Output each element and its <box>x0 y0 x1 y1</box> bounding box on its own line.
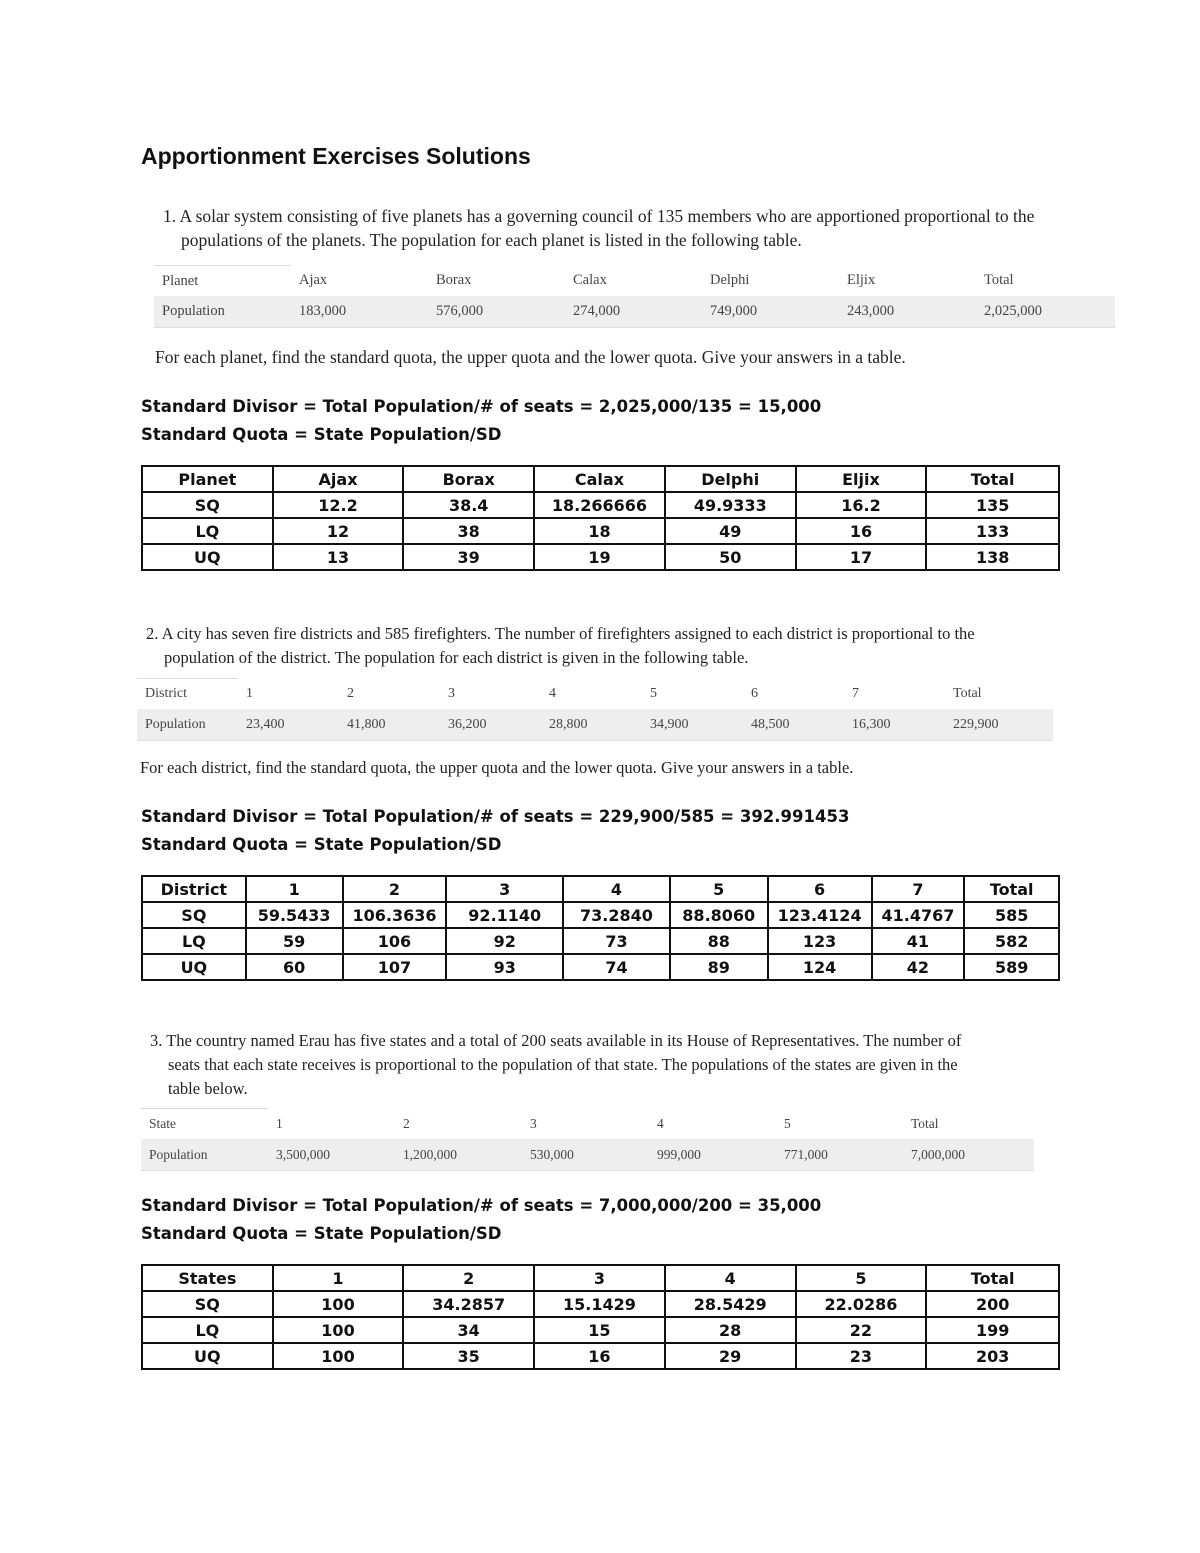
table-row <box>142 954 1059 980</box>
table-cell: 199 <box>926 1317 1059 1343</box>
q2-line2: population of the district. The population for each district is given in the following table. <box>164 648 749 667</box>
table-header-cell: Planet <box>154 266 291 297</box>
table-cell: 28 <box>665 1317 796 1343</box>
table-cell: 106.3636 <box>343 902 447 928</box>
table-header-cell: Borax <box>403 466 534 492</box>
table-header-cell: Total <box>964 876 1059 902</box>
q1-line2: populations of the planets. The population for each planet is listed in the following table. <box>181 230 802 250</box>
q3-standard-quota: Standard Quota = State Population/SD <box>141 1224 502 1243</box>
table-header-cell: 7 <box>872 876 965 902</box>
q3-line1: The country named Erau has five states and a total of 200 seats available in its House of Representatives. The number of <box>166 1031 962 1050</box>
table-header-cell: 1 <box>273 1265 404 1291</box>
table-header-cell: 1 <box>246 876 343 902</box>
table-cell: UQ <box>142 544 273 570</box>
table-cell: 16 <box>796 518 927 544</box>
table-cell: 92 <box>446 928 563 954</box>
q2-formulas <box>141 803 849 859</box>
table-header-cell: 3 <box>448 685 455 701</box>
table-header-cell: Delphi <box>710 272 750 289</box>
table-cell: 183,000 <box>291 296 428 328</box>
table-cell: 28.5429 <box>665 1291 796 1317</box>
table-cell: 7,000,000 <box>903 1139 1034 1171</box>
table-cell: 138 <box>926 544 1059 570</box>
table-cell: 229,900 <box>945 709 1053 741</box>
table-cell: 42 <box>872 954 965 980</box>
table-cell: 15.1429 <box>534 1291 665 1317</box>
table-cell: 999,000 <box>649 1139 776 1171</box>
table-header-cell: Ajax <box>273 466 404 492</box>
table-cell: 50 <box>665 544 796 570</box>
q1-standard-quota: Standard Quota = State Population/SD <box>141 425 502 444</box>
table-cell: 38.4 <box>403 492 534 518</box>
table-cell: 49.9333 <box>665 492 796 518</box>
table-header-cell: Planet <box>142 466 273 492</box>
table-cell: 17 <box>796 544 927 570</box>
table-header-cell: Total <box>926 466 1059 492</box>
table-header-cell: 1 <box>246 685 253 701</box>
table-cell: 18.266666 <box>534 492 665 518</box>
table-cell: 88 <box>670 928 768 954</box>
q1-line1: A solar system consisting of five planets has a governing council of 135 members who are apportioned proportional to the <box>179 206 1035 226</box>
table-cell: 35 <box>403 1343 534 1369</box>
table-cell: 749,000 <box>702 296 839 328</box>
table-cell: 16,300 <box>844 709 945 741</box>
table-header-cell: Eljix <box>796 466 927 492</box>
table-row <box>142 1343 1059 1369</box>
table-row <box>142 492 1059 518</box>
q1-number: 1. <box>163 206 177 226</box>
q2-line1: A city has seven fire districts and 585 firefighters. The number of firefighters assigned to each district is proportional to the <box>161 624 975 643</box>
q2-standard-quota: Standard Quota = State Population/SD <box>141 835 502 854</box>
table-row <box>142 1317 1059 1343</box>
table-row <box>142 1291 1059 1317</box>
table-row <box>142 902 1059 928</box>
table-header-row <box>137 679 1053 710</box>
table-header-cell: 6 <box>768 876 872 902</box>
table-header-cell: District <box>142 876 246 902</box>
table-cell: SQ <box>142 1291 273 1317</box>
table-header-cell: 5 <box>670 876 768 902</box>
table-cell: 200 <box>926 1291 1059 1317</box>
table-cell: 589 <box>964 954 1059 980</box>
table-cell: 3,500,000 <box>268 1139 395 1171</box>
table-cell: 274,000 <box>565 296 702 328</box>
table-cell: 18 <box>534 518 665 544</box>
table-cell: 41 <box>872 928 965 954</box>
table-header-cell: Eljix <box>847 272 876 289</box>
table-cell: 243,000 <box>839 296 976 328</box>
table-cell: 203 <box>926 1343 1059 1369</box>
table-row <box>142 544 1059 570</box>
table-header-row <box>142 1265 1059 1291</box>
table-row <box>141 1139 1034 1171</box>
table-cell: LQ <box>142 1317 273 1343</box>
table-header-cell: States <box>142 1265 273 1291</box>
table-cell: 23,400 <box>238 709 339 741</box>
table-cell: 73.2840 <box>563 902 670 928</box>
table-header-cell: 7 <box>852 685 859 701</box>
table-cell: 576,000 <box>428 296 565 328</box>
table-cell: 34 <box>403 1317 534 1343</box>
table-cell: 92.1140 <box>446 902 563 928</box>
table-cell: 49 <box>665 518 796 544</box>
table-cell: 107 <box>343 954 447 980</box>
table-cell: Population <box>141 1139 268 1171</box>
table-cell: 1,200,000 <box>395 1139 522 1171</box>
table-cell: 73 <box>563 928 670 954</box>
q2-population-table <box>137 678 1053 741</box>
table-cell: 12.2 <box>273 492 404 518</box>
table-cell: 22 <box>796 1317 927 1343</box>
page-title: Apportionment Exercises Solutions <box>141 143 531 169</box>
table-header-cell: 3 <box>446 876 563 902</box>
table-cell: 59.5433 <box>246 902 343 928</box>
table-cell: LQ <box>142 928 246 954</box>
table-cell: 41.4767 <box>872 902 965 928</box>
table-cell: 41,800 <box>339 709 440 741</box>
table-cell: LQ <box>142 518 273 544</box>
table-cell: 12 <box>273 518 404 544</box>
table-cell: UQ <box>142 954 246 980</box>
table-cell: Population <box>154 296 291 328</box>
q3-line2: seats that each state receives is proportional to the population of that state. The populations of the states are given in the <box>168 1055 958 1074</box>
table-header-cell: 5 <box>784 1115 791 1131</box>
q3-text <box>150 1029 1040 1101</box>
table-cell: 100 <box>273 1291 404 1317</box>
table-cell: 100 <box>273 1317 404 1343</box>
table-cell: 59 <box>246 928 343 954</box>
q3-solution-table <box>141 1264 1060 1370</box>
table-header-cell: 5 <box>650 685 657 701</box>
table-header-row <box>142 466 1059 492</box>
table-header-cell: 4 <box>549 685 556 701</box>
table-header-row <box>154 266 1115 297</box>
table-header-cell: 1 <box>276 1115 283 1131</box>
table-header-cell: Calax <box>573 272 607 289</box>
q2-standard-divisor: Standard Divisor = Total Population/# of seats = 229,900/585 = 392.991453 <box>141 807 850 826</box>
table-cell: 133 <box>926 518 1059 544</box>
table-cell: 582 <box>964 928 1059 954</box>
q3-population-table <box>141 1108 1034 1171</box>
q2-number: 2. <box>146 624 159 643</box>
table-header-cell: 4 <box>665 1265 796 1291</box>
table-cell: 38 <box>403 518 534 544</box>
q1-solution-table <box>141 465 1060 571</box>
table-cell: 123 <box>768 928 872 954</box>
table-header-cell: State <box>141 1109 268 1140</box>
table-cell: 585 <box>964 902 1059 928</box>
table-header-cell: 6 <box>751 685 758 701</box>
table-cell: 34.2857 <box>403 1291 534 1317</box>
q1-standard-divisor: Standard Divisor = Total Population/# of seats = 2,025,000/135 = 15,000 <box>141 397 822 416</box>
table-cell: 19 <box>534 544 665 570</box>
q3-standard-divisor: Standard Divisor = Total Population/# of seats = 7,000,000/200 = 35,000 <box>141 1196 822 1215</box>
table-cell: 93 <box>446 954 563 980</box>
q2-solution-table <box>141 875 1060 981</box>
table-cell: 106 <box>343 928 447 954</box>
table-header-cell: Calax <box>534 466 665 492</box>
table-cell: 15 <box>534 1317 665 1343</box>
table-header-cell: 2 <box>347 685 354 701</box>
q3-formulas <box>141 1192 821 1248</box>
table-header-cell: Delphi <box>665 466 796 492</box>
table-header-cell: 2 <box>403 1265 534 1291</box>
table-cell: 23 <box>796 1343 927 1369</box>
table-header-cell: Total <box>926 1265 1059 1291</box>
table-cell: 28,800 <box>541 709 642 741</box>
table-header-row <box>141 1109 1034 1140</box>
q1-formulas <box>141 393 821 449</box>
table-header-cell: 3 <box>530 1115 537 1131</box>
table-cell: 88.8060 <box>670 902 768 928</box>
table-header-cell: Total <box>911 1115 939 1131</box>
table-header-cell: 4 <box>563 876 670 902</box>
table-cell: 29 <box>665 1343 796 1369</box>
table-cell: 135 <box>926 492 1059 518</box>
table-header-cell: 4 <box>657 1115 664 1131</box>
table-cell: 123.4124 <box>768 902 872 928</box>
table-header-cell: Borax <box>436 272 472 289</box>
table-cell: 16.2 <box>796 492 927 518</box>
table-header-cell: 3 <box>534 1265 665 1291</box>
table-cell: UQ <box>142 1343 273 1369</box>
table-cell: 124 <box>768 954 872 980</box>
table-header-row <box>142 876 1059 902</box>
table-header-cell: Ajax <box>299 272 328 289</box>
table-row <box>142 928 1059 954</box>
q3-line3: table below. <box>168 1079 248 1098</box>
table-cell: 74 <box>563 954 670 980</box>
table-cell: 13 <box>273 544 404 570</box>
table-header-cell: Total <box>953 685 982 701</box>
table-cell: 60 <box>246 954 343 980</box>
table-cell: SQ <box>142 902 246 928</box>
table-cell: 771,000 <box>776 1139 903 1171</box>
q2-instruction: For each district, find the standard quota, the upper quota and the lower quota. Give your answers in a table. <box>140 758 854 777</box>
table-row <box>137 709 1053 741</box>
table-cell: 22.0286 <box>796 1291 927 1317</box>
table-header-cell: 2 <box>403 1115 410 1131</box>
q2-text <box>146 622 1061 670</box>
table-cell: 530,000 <box>522 1139 649 1171</box>
table-cell: 100 <box>273 1343 404 1369</box>
q1-text <box>163 204 1153 252</box>
q1-population-table <box>154 265 1115 328</box>
table-row <box>154 296 1115 328</box>
table-cell: 89 <box>670 954 768 980</box>
table-cell: 34,900 <box>642 709 743 741</box>
table-header-cell: 2 <box>343 876 447 902</box>
table-cell: 36,200 <box>440 709 541 741</box>
q3-number: 3. <box>150 1031 163 1050</box>
table-header-cell: 5 <box>796 1265 927 1291</box>
table-header-cell: Total <box>984 272 1014 289</box>
table-cell: Population <box>137 709 238 741</box>
q1-instruction: For each planet, find the standard quota, the upper quota and the lower quota. Give your answers in a table. <box>155 347 906 367</box>
table-cell: 16 <box>534 1343 665 1369</box>
table-header-cell: District <box>137 679 238 710</box>
table-cell: 39 <box>403 544 534 570</box>
table-cell: SQ <box>142 492 273 518</box>
table-cell: 2,025,000 <box>976 296 1115 328</box>
table-cell: 48,500 <box>743 709 844 741</box>
table-row <box>142 518 1059 544</box>
